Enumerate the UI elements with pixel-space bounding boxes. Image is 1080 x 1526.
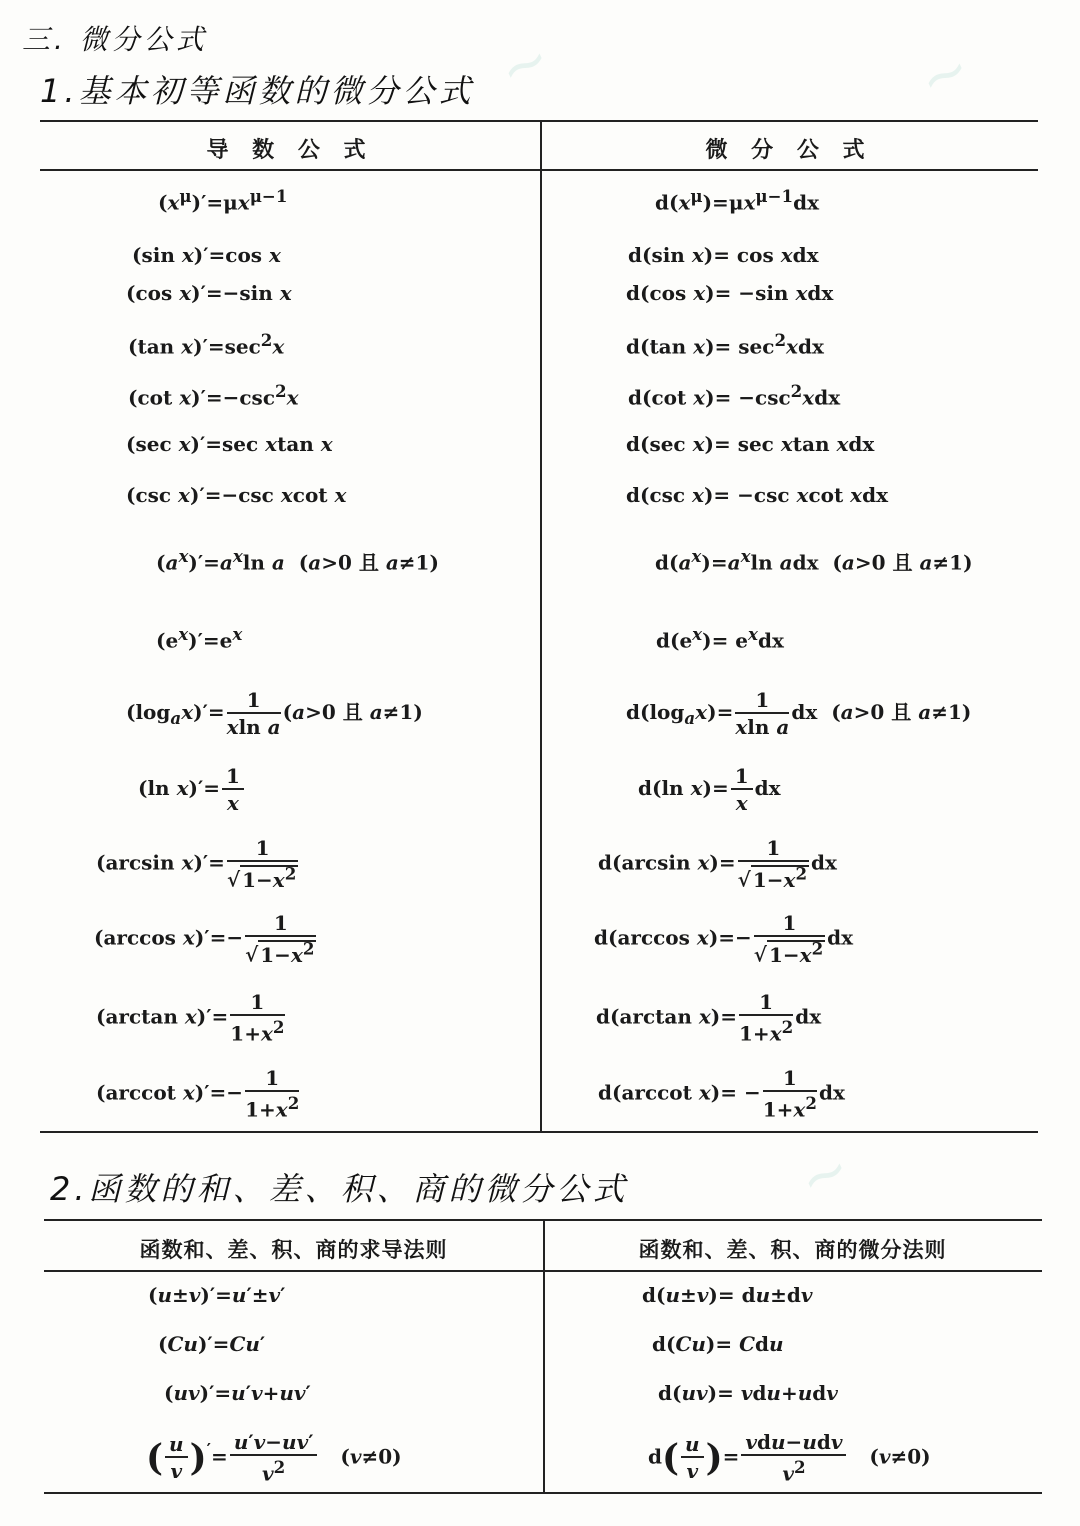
rule-deriv-quotient: ( $\frac{u}{v}$ )′= $\frac{u'v-uv'}{v^2}$ (v≠0)	[146, 1430, 402, 1486]
formula-diff-cos: d(cos x)= −sin xdx	[626, 281, 834, 305]
formula-deriv-arccot: (arccot x)′=− $\frac{1}{1+x^2}$	[96, 1066, 300, 1122]
formula-deriv-arctan: (arctan x)′= $\frac{1}{1+x^2}$	[96, 990, 285, 1046]
formula-deriv-csc: (csc x)′=−csc xcot x	[126, 483, 347, 507]
rule-deriv-sum: (u±v)′=u′±v′	[148, 1283, 286, 1307]
formula-deriv-exp-a: $(a^x)'=a^x\ln$ a (a>0 且 a≠1)	[156, 546, 439, 575]
formula-deriv-cos: (cos x)′=−sin x	[126, 281, 292, 305]
formula-diff-ln: d(ln x)= $\frac{1}{x}$ dx	[638, 764, 781, 815]
formula-diff-power: $d(x^\mu)=\mu x^{\mu-1}dx$	[655, 186, 820, 215]
section-title: 三. 微分公式	[22, 23, 208, 56]
formula-diff-csc: d(csc x)= −csc xcot xdx	[626, 483, 889, 507]
formula-deriv-sec: (sec x)′=sec xtan x	[126, 432, 333, 456]
formula-diff-exp-a: $d(a^x)=a^x\ln$ adx (a>0 且 a≠1)	[655, 546, 973, 575]
formula-deriv-tan: (tan $x)'=\sec^2x$	[128, 330, 285, 359]
formula-diff-arcsin: d(arcsin x)= $\frac{1}{√ 1-x^2}$ dx	[598, 836, 837, 892]
rule-deriv-product: (uv)′=u′v+uv′	[164, 1381, 311, 1405]
part1-title: 1.基本初等函数的微分公式	[40, 72, 475, 110]
formula-deriv-exp-e: $(e^x)'=e^x$	[156, 624, 243, 653]
watermark: ~	[487, 22, 561, 106]
formula-diff-sec: d(sec x)= sec xtan xdx	[626, 432, 875, 456]
formula-diff-exp-e: $d(e^x)= e^xdx$	[656, 624, 784, 653]
formula-diff-arctan: d(arctan x)= $\frac{1}{1+x^2}$ dx	[596, 990, 822, 1046]
part2-title: 2.函数的和、差、积、商的微分公式	[50, 1170, 629, 1208]
formula-diff-tan: d(tan $x)= \sec^2xdx$	[626, 330, 824, 359]
watermark: ~	[907, 32, 981, 116]
formula-deriv-cot: (cot $x)'=-\csc^2x$	[128, 381, 299, 410]
table2-header-derivative-rules: 函数和、差、积、商的求导法则	[139, 1237, 448, 1262]
table2-header-differential-rules: 函数和、差、积、商的微分法则	[638, 1237, 947, 1262]
table2-bottom-rule	[44, 1492, 1042, 1494]
table1-top-rule	[40, 120, 1038, 122]
rule-diff-sum: d(u±v)= du±dv	[642, 1283, 813, 1307]
table1-bottom-rule	[40, 1131, 1038, 1133]
table1-header-derivative: 导 数 公 式	[206, 137, 374, 163]
formula-deriv-arccos: (arccos x)′=− $\frac{1}{√ 1-x^2}$	[94, 911, 315, 967]
formula-deriv-power: $(x^\mu)'=\mu x^{\mu-1}$	[158, 186, 288, 215]
formula-diff-sin: d(sin x)= cos xdx	[628, 243, 819, 267]
formula-deriv-arcsin: (arcsin x)′= $\frac{1}{√ 1-x^2}$	[96, 836, 297, 892]
formula-deriv-ln: (ln x)′= $\frac{1}{x}$	[138, 766, 246, 813]
formula-diff-log: $d(\log_ax)=$ $\frac{1}{\text{xln a}}$ dx (a>0 且 a≠1)	[626, 688, 972, 739]
rule-deriv-const: (Cu)′=Cu′	[158, 1332, 266, 1356]
rule-diff-product: d(uv)= vdu+udv	[658, 1381, 838, 1405]
formula-diff-arccos: d(arccos x)=− $\frac{1}{√ 1-x^2}$ dx	[594, 911, 854, 967]
formula-deriv-sin: (sin x)′=cos x	[132, 243, 281, 267]
formula-diff-arccot: d(arccot x)= − $\frac{1}{1+x^2}$ dx	[598, 1066, 845, 1122]
watermark: ~	[787, 1132, 861, 1216]
table1-column-divider	[540, 120, 542, 1132]
table1-header-rule	[40, 169, 1038, 171]
formula-deriv-log: $(\log_ax)'=$ $\frac{1}{\text{xln a}}$ (a>0 且 a≠1)	[126, 688, 423, 739]
table1-header-differential: 微 分 公 式	[705, 137, 873, 163]
rule-diff-const: d(Cu)= Cdu	[652, 1332, 784, 1356]
rule-diff-quotient: d( $\frac{u}{v}$ )= $\frac{\text{vdu−udv}}{v^2}$ (v≠0)	[648, 1430, 931, 1486]
formula-diff-cot: d(cot $x)= -\csc^2xdx$	[628, 381, 841, 410]
